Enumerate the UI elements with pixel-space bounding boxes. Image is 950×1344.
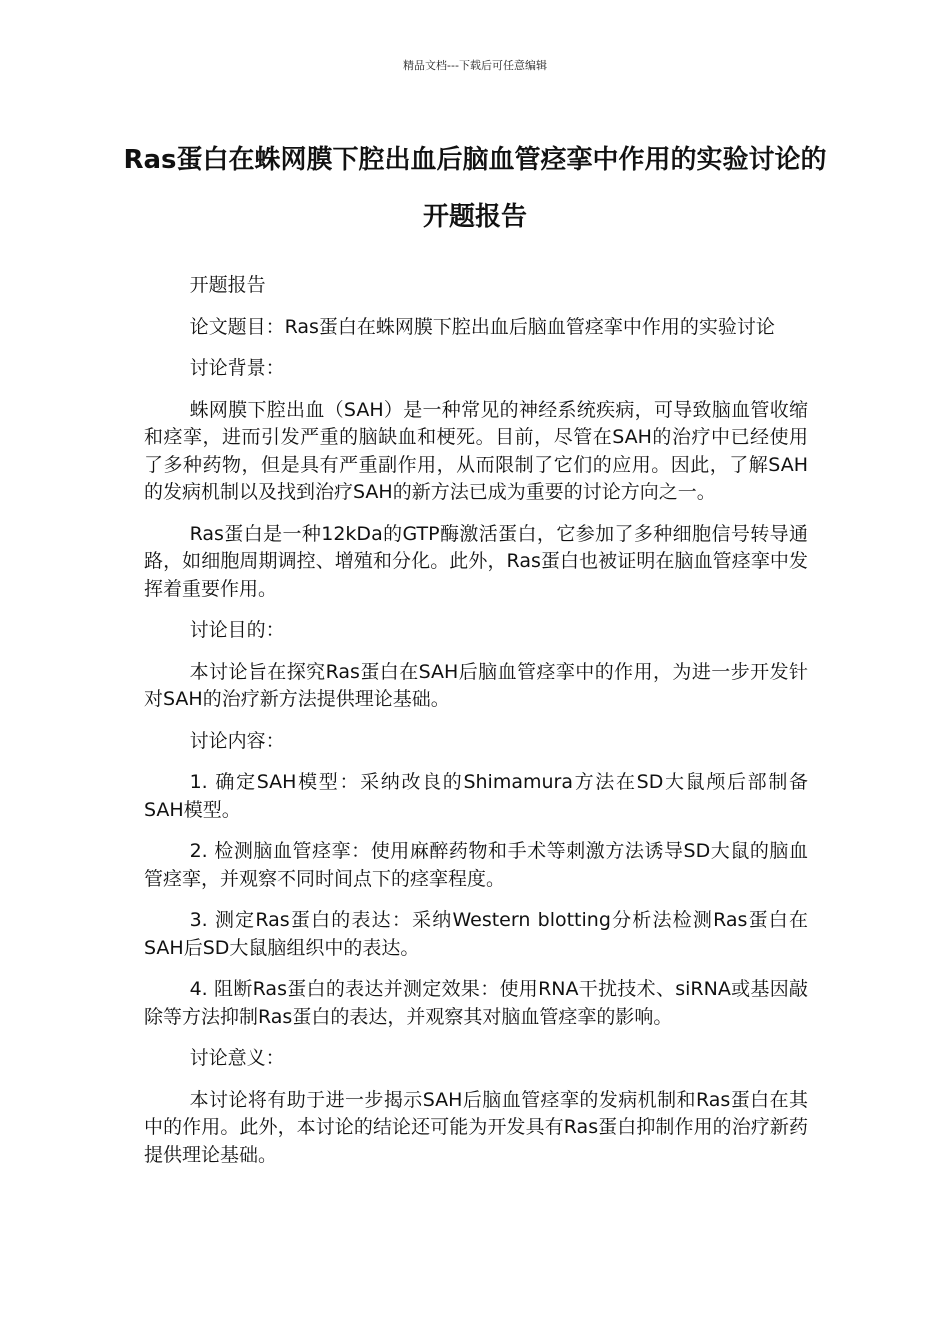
paragraph-purpose: 本讨论旨在探究Ras蛋白在SAH后脑血管痉挛中的作用，为进一步开发针对SAH的治疗新方法提供理论基础。	[144, 660, 808, 710]
paragraph-content-item-1: 1. 确定SAH模型：采纳改良的Shimamura方法在SD大鼠颅后部制备SAH模型。	[144, 771, 808, 821]
paragraph-content-heading: 讨论内容：	[189, 729, 285, 752]
paragraph-section-heading: 开题报告	[189, 274, 266, 296]
paragraph-significance-heading: 讨论意义：	[189, 1047, 285, 1069]
paragraph-content-item-4: 4. 阻断Ras蛋白的表达并测定效果：使用RNA干扰技术、siRNA或基因敲除等方法抑制Ras蛋白的表达，并观察其对脑血管痉挛的影响。	[144, 978, 808, 1028]
paragraph-background-heading: 讨论背景：	[189, 357, 285, 379]
paragraph-content-item-3: 3. 测定Ras蛋白的表达：采纳Western blotting分析法检测Ras蛋白在SAH后SD大鼠脑组织中的表达。	[144, 909, 808, 959]
page-header: 精品文档---下载后可任意编辑	[403, 59, 547, 72]
paragraph-purpose-heading: 讨论目的：	[189, 619, 285, 641]
document-body	[144, 272, 808, 1183]
paragraph-background-1: 蛛网膜下腔出血（SAH）是一种常见的神经系统疾病，可导致脑血管收缩和痉挛，进而引发严重的脑缺血和梗死。目前，尽管在SAH的治疗中已经使用了多种药物，但是具有严重副作用，从而限制了它们的应用。因此，了解SAH的发病机制以及找到治疗SAH的新方法已成为重要的讨论方向之一。	[144, 398, 808, 503]
document-title: Ras蛋白在蛛网膜下腔出血后脑血管痉挛中作用的实验讨论的开题报告	[123, 145, 827, 232]
paragraph-content-item-2: 2. 检测脑血管痉挛：使用麻醉药物和手术等刺激方法诱导SD大鼠的脑血管痉挛，并观察不同时间点下的痉挛程度。	[144, 840, 808, 890]
paragraph-significance: 本讨论将有助于进一步揭示SAH后脑血管痉挛的发病机制和Ras蛋白在其中的作用。此外，本讨论的结论还可能为开发具有Ras蛋白抑制作用的治疗新药提供理论基础。	[144, 1088, 808, 1166]
paragraph-thesis-title: 论文题目：Ras蛋白在蛛网膜下腔出血后脑血管痉挛中作用的实验讨论	[189, 315, 775, 338]
paragraph-background-2: Ras蛋白是一种12kDa的GTP酶激活蛋白，它参加了多种细胞信号转导通路，如细胞周期调控、增殖和分化。此外，Ras蛋白也被证明在脑血管痉挛中发挥着重要作用。	[144, 522, 808, 600]
